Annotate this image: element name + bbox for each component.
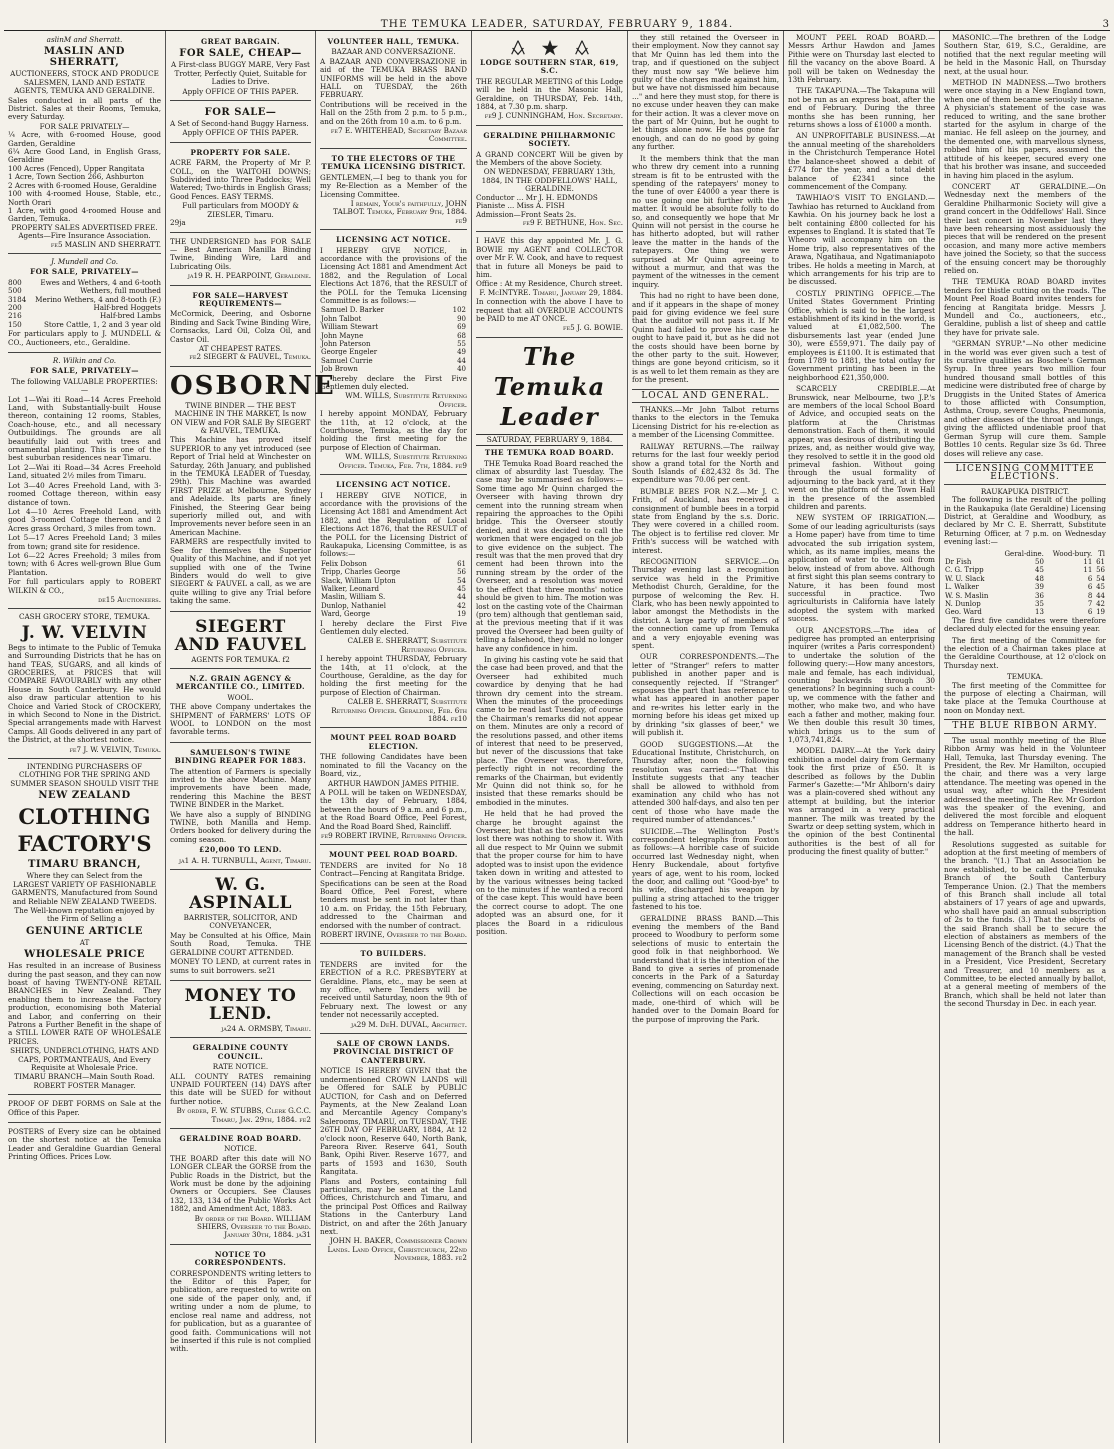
ad-body: A Set of Second-hand Buggy Harness. [170, 119, 309, 129]
ad-credit: Conductor ... Mr J. H. EDMONDS [476, 192, 598, 202]
list-item: Lot 1—Wai iti Road—14 Acres Freehold Land, with Substantially-built House thereon, containing 12 rooms, Stables, Coach-house, etc., and all necessary Outbuildings. The grounds are all beautifully laid out with trees and ornamental planting. This is one of the best suburban residences near Timaru. [8, 394, 161, 463]
star-icon [541, 39, 559, 57]
news-item: "GERMAN SYRUP."—No other medicine in the world was ever given such a test of its curative qualities as Boschee's German Syrup. In three years two million four hundred thousand small bottles of this medicine were distributed free of charge by Druggists in the United States of America to those afflicted with Consumption, Asthma, Croup, severe Coughs, Pneumonia, and other diseases of the throat and lungs, giving the afflicted undeniable proof that German Syrup will cure them. Sample Bottles 10 cents. Regular size 3s 6d. Three doses will relieve any case. [944, 339, 1106, 458]
ad-body: SHIRTS, UNDERCLOTHING, HATS AND CAPS, PORTMANTEAUS, And Every Requisite at Wholesale Price. [10, 1046, 159, 1072]
ad-signature: CALEB E. SHERRATT, Substitute Returning Officer. [347, 636, 467, 654]
article-paragraph: He held that he had proved the charge he brought against the Overseer, but that as the resolution was lost there was nothing to show it. With all due respect to Mr Quinn we submit that the proper course for him to have adopted was to insist upon the evidence taken down in writing and attested to by the various witnesses being tacked on to the minutes if he wanted a record of the case kept. This would have been the correct course to adopt. The one adopted was an absurd one, for it places the Board in a ridiculous position. [476, 809, 623, 936]
ad-body: THE above Company undertakes the SHIPMENT of FARMERS' LOTS OF WOOL to LONDON on the most favorable terms. [170, 702, 311, 737]
ad-text: AT CHEAPEST RATES. [198, 343, 283, 353]
ad-body: GENTLEMEN,—I beg to thank you for my Re-Election as a Member of the Licensing Committee. [320, 172, 467, 199]
ad-crown-lands [320, 1036, 467, 1267]
ad-correspondents [170, 1247, 311, 1359]
ad-velvin [8, 611, 161, 759]
ad-clothing-factory [8, 761, 161, 1095]
ad-subheading: RATE NOTICE. [212, 1062, 269, 1072]
ad-signature: By order of the Board. WILLIAM SHIERS, Overseer to the Board. January 30th, 1884. ja31 [194, 1213, 311, 1240]
ad-signature: fe9 J. CUNNINGHAM, Hon. Secretary. [484, 111, 623, 121]
subsection-heading: TEMUKA. [1006, 672, 1043, 682]
square-compass-icon [509, 39, 527, 57]
ad-heading: £20,000 TO LEND. [199, 845, 282, 855]
ad-body: THE UNDERSIGNED has FOR SALE— Best American Manilla Binding Twine, Binding Wire, Lard and Lubricating Oils. [170, 236, 311, 271]
ad-signature: By order, F. W. STUBBS, Clerk G.C.C. Timaru, Jan. 29th, 1884. fe2 [176, 1106, 311, 1124]
ad-list-heading: FOR SALE PRIVATELY— [39, 121, 130, 131]
ad-mount-peel-tenders [320, 847, 467, 944]
ad-body: POSTERS of Every size can be obtained on the shortest notice at the Temuka Leader and Geraldine Guardian General Printing Offices. Prices Low. [8, 1127, 161, 1162]
news-item: CONCERT AT GERALDINE.—On Wednesday next the members of the Geraldine Philharmonic Society will give a grand concert in the Oddfellows' Hall. Since their last concert in November last they have been rehearsing most assiduously the pieces that will be rendered on the present occasion, and many more active members have joined the Society, so that the success of the ensuing concert may be thoroughly relied on. [944, 181, 1106, 275]
ad-tag: R. Wilkin and Co. [52, 356, 117, 365]
newspaper-nameplate: The Temuka Leader [493, 341, 606, 431]
ad-money-to-lend [170, 983, 311, 1038]
article-paragraph: This had no right to have been done, and if it appears in the shape of money paid for giving evidence we feel sure that the auditor will not pass it. If Mr Quinn had failed to prove his case he ought to have paid it, but as he did not the costs should have been borne by the other party to the suit. However, things are gone beyond criticism, so it is as well to let them remain as they are for the present. [632, 291, 779, 385]
ad-signature: ja19 R. H. PEARPOINT, Geraldine. [187, 271, 311, 281]
ad-signature: de15 Auctioneers. [98, 594, 161, 604]
ad-heading: LODGE SOUTHERN STAR, 619, S.C. [480, 58, 619, 76]
ad-body: McCormick, Deering, and Osborne Binding and Sack Twine Binding Wire, Cornsacks, Lard Oil, Colza Oil, and Castor Oil. [170, 309, 311, 344]
news-item: THE TEMUKA ROAD BOARD invites tenders for thistle cutting on the roads. The Mount Peel Road Board invites tenders for fencing at Rangitata bridge. Messrs J. Mundell and Co., auctioneers, etc., Geraldine, publish a list of sheep and cattle they have for private sale. [944, 277, 1106, 337]
ad-body: THE following Candidates have been nominated to fill the Vacancy on the Board, viz., [320, 752, 467, 779]
poll-table [320, 560, 467, 619]
ad-samuelson [170, 745, 311, 870]
news-item: OUR ANCESTORS.—The idea of pedigree has prompted an enterprising inquirer (writes a Paris correspondent) to undertake the solution of the following query:—How many ancestors, male and female, has each individual, counting backwards through 30 generations? In beginning such a count-up, we commence with the father and mother, who make two, and who have each a father and mother, making four. We then double this result 30 times, which brings us to the sum of 1,073,741,824. [788, 625, 935, 744]
ad-signature: WM. WILLS, Substitute Returning Officer. Temuka, Feb. 7th, 1884. fe9 [338, 452, 467, 470]
ad-heading: NOTICE TO CORRESPONDENTS. [194, 1249, 287, 1268]
local-news-continued [944, 34, 1106, 458]
ad-body: MONEY TO LEND, at current rates in sums to suit borrowers. se21 [170, 957, 311, 975]
ad-signature: F. McINTYRE. Timaru, January 29, 1884. [479, 287, 623, 297]
ad-heading: NEW ZEALAND [38, 790, 131, 802]
ad-body: Sales conducted in all parts of the District. Sales at their Rooms, Temuka, every Saturday. [8, 95, 161, 122]
ad-body: This Machine has proved itself SUPERIOR to any yet introduced (see Report of Trial held at Winchester on Saturday, 26th January, and published in the TEMUKA LEADER of Tuesday, 29th). This Machine was awarded FIRST PRIZE at Melbourne, Sydney and Adelaide. Its parts are finely Finished, the Steering Gear being superiorly milled out, and with Improvements never before seen in an American Machine. [170, 435, 311, 537]
ad-body: The Well-known reputation enjoyed by the Firm of Selling a [14, 905, 155, 924]
ad-body: PROOF OF DEBT FORMS on Sale at the Office of this Paper. [8, 1099, 161, 1117]
table-row: Geo. Ward 13 6 19 [945, 608, 1105, 617]
ad-body: Has resulted in an increase of Business during the past season, and they can now boast of having TWENTY-ONE RETAIL BRANCHES in New Zealand. They enabling them to increase the Factory production, economising both Material and Labor, and conferring on their Patrons a Further Benefit in the shape of a STILL LOWER RATE OF WHOLESALE PRICES. [8, 961, 161, 1046]
ad-body: For full particulars apply to ROBERT WILKIN & CO., [8, 577, 161, 595]
ad-body: A First-class BUGGY MARE, Very Fast Trotter, Perfectly Quiet, Suitable for Ladies to Drive. [171, 60, 310, 87]
ad-bazaar [320, 34, 467, 149]
ad-heading: N.Z. GRAIN AGENCY & MERCANTILE CO., LIMITED. [175, 673, 306, 692]
ad-heading: FOR SALE, PRIVATELY— [30, 267, 139, 277]
table-row: Job Brown 40 [321, 365, 466, 374]
table-header: Geral-dine. Wood-bury. Tl [1004, 549, 1105, 558]
ad-grain-agency [170, 671, 311, 743]
column-7 [940, 31, 1110, 1443]
article-paragraph: It the members think that the man who threw dry cement into a running stream is fit to be entrusted with the spending of the ratepayers' money to the tune of over £4000 a year there is no use going one bit further with the matter. It would be absolute folly to do so, and consequently we hope that Mr Quinn will not persist in the course he has hitherto adopted, but will rather leave the matter in the hands of the ratepayers. One thing we were surprised at Mr Quinn agreeing to without a murmur, and that was the payment of the witnesses in the cement inquiry. [632, 153, 779, 289]
ad-body: I hereby appoint MONDAY, February the 11th, at 12 o'clock, at the Courthouse, Temuka, as the day for holding the first meeting for the purpose of Election of Chairman. [320, 409, 467, 452]
news-item: COSTLY PRINTING OFFICE.—The United States Government Printing Office, which is said to be the largest establishment of its kind in the world, is valued at £1,082,500. The disbursements last year (ended June 30), were £559,971. The daily pay of employees is £1100. It is estimated that from 1789 to 1881, the total outlay for Government printing has been in the neighborhood £21,350,000. [788, 288, 935, 382]
news-item: MOUNT PEEL ROAD BOARD.—Messrs Arthur Hawdon and James Pithie were on Thursday last elected to fill the vacancy on the above Board. A poll will be taken on Wednesday the 13th February. [788, 33, 935, 85]
ad-siegert-fauvel [170, 614, 311, 669]
ad-harness [170, 103, 311, 143]
ad-body: May be Consulted at his Office, Main South Road, Temuka. THE GERALDINE COURT ATTENDED. [170, 930, 311, 957]
list-item: 3184 Merino Wethers, 4 and 8-tooth (F.) [8, 294, 161, 304]
ad-body: TENDERS are invited for the ERECTION of a R.C. PRESBYTERY at Geraldine. Plans, etc., may be seen at my office, where Tenders will be received until Saturday, noon the 9th of February next. The lowest or any tender not necessarily accepted. [320, 959, 467, 1020]
ad-body: Begs to intimate to the Public of Temuka and Surrounding Districts that he has on hand TEAS, SUGARS, and all kinds of GROCERIES, at PRICES that will COMPARE FAVOURABLY with any other House in South Canterbury. He would also draw particular attention to his Choice and Varied Stock of CROCKERY, in which Second to None in the District. Special arrangements made with Harvest Camps. All Goods delivered in any part of the District, at the shortest notice. [8, 642, 161, 745]
news-item: NEW SYSTEM OF IRRIGATION.—Some of our leading agriculturists (says a Home paper) have from time to time advocated the sub irrigation system, which, as its name implies, means the application of water to the soil from below, instead of from above. Although at first sight this plan seems contrary to Nature, it has been found most successful in practice. Two agriculturists in California have lately adopted the system with marked success. [788, 513, 935, 624]
article-heading: THE TEMUKA ROAD BOARD. [484, 448, 615, 458]
ad-osborne [170, 369, 336, 612]
ad-signature: fe9 F. BETHUNE, Hon. Sec. [522, 217, 623, 227]
news-item: MODEL DAIRY.—At the York dairy exhibition a model dairy from Germany took the first prize of £50. It is described as follows by the Dublin Farmer's Gazette:—"Mr Ahlborn's dairy was a plain-covered shed without any attempt at building, but the interior was arranged in a very practical manner. The milk was treated by the Swartz or deep setting system, which in the opinion of the best Continental authorities is the best of all for producing the finest quality of butter." [788, 746, 936, 857]
ad-county-council [170, 1040, 311, 1129]
ad-heading: SALE OF CROWN LANDS. PROVINCIAL DISTRICT OF CANTERBURY. [333, 1039, 454, 1065]
table-row: John Talbot 90 [321, 314, 466, 323]
ad-heading: PROPERTY FOR SALE. [190, 147, 291, 157]
ad-mundell [8, 256, 161, 353]
ad-electors-thanks [320, 151, 467, 230]
ad-list [8, 131, 161, 223]
table-row: John Mayne 68 [321, 331, 466, 340]
table-row: John Paterson 55 [321, 340, 466, 348]
subsection-heading: RAUKAPUKA DISTRICT. [980, 486, 1070, 496]
ad-body: I HEREBY GIVE NOTICE, in accordance with the provisions of the Licensing Act 1881 and Amendment Act 1882, and the Regulation of Local Elections Act 1876, that the RESULT of the POLL for the Temuka Licensing Committee is as follows:— [320, 245, 467, 305]
news-item: THANKS.—Mr John Talbot returns thanks to the electors in the Temuka Licensing District for his re-election as a member of the Licensing Committee. [632, 405, 779, 440]
table-row: Slack, William Upton 54 [321, 576, 466, 585]
ad-body: Where they can Select from the LARGEST VARIETY OF FASHIONABLE GARMENTS, Manufactured from Sound and Reliable NEW ZEALAND TWEEDS. [11, 871, 158, 906]
list-item: 200 Half-bred Hoggets [8, 302, 161, 312]
ad-body: In connection with the above I have to request that all OVERDUE ACCOUNTS be PAID to me AT ONCE. [476, 297, 623, 323]
article-paragraph: In giving his casting vote he said that the case had been proved, and that the Overseer had exhibited much cowardice by denying that he had thrown dry cement into the stream. When the minutes of the proceedings came to be read last Tuesday, of course the Chairman's remarks did not appear on them. Minutes are only a record of the resolutions passed, and other items of interest that need to be preserved, but never of the discussions that take place. The Overseer was, therefore, perfectly right in not recording the remarks of the Chairman, but evidently Mr Quinn did not think so, for he insisted that these remarks should be embodied in the minutes. [476, 654, 623, 807]
table-row: Samuel Currie 44 [321, 356, 466, 365]
ad-signature: CALEB E. SHERRATT, Substitute Returning Officer. Geraldine, Feb. 6th 1884. fe10 [331, 697, 467, 724]
list-item: Lot 3—40 Acres Freehold Land, with 3-roomed Cottage thereon, within easy distance of town. [8, 480, 161, 507]
ad-to-builders [320, 946, 467, 1034]
list-item: 1 Acre, Town Section 266, Ashburton [8, 172, 144, 182]
ad-signature: ja1 A. H. TURNBULL, Agent, Timaru. [179, 855, 311, 865]
article-paragraph: THE Temuka Road Board reached the climax of absurdity last Tuesday. The case may be summarised as follows:—Some time ago Mr Quinn charged the Overseer with having thrown dry cement into the running stream when repairing the approaches to the Opihi bridge. This the Overseer stoutly denied, and it was decided to call the workmen that were engaged on the job to give evidence on the subject. The result was that the men proved that dry cement had been thrown into the running stream by the order of the Overseer, and a resolution was moved to the effect that three months' notice should be given to him. The motion was lost on the casting vote of the Chairman (pro tem) although that gentleman said, at the previous meeting that if it was proved the Overseer had been guilty of telling a falsehood, they could no longer have any confidence in him. [476, 458, 623, 653]
list-item: 2 Acres with 6-roomed House, Geraldine [8, 180, 157, 190]
ad-body: I hereby appoint THURSDAY, February the 14th, at 11 o'clock, at the Courthouse, Geraldine, as the day for holding the first meeting for the purpose of Election of Chairman. [320, 654, 467, 697]
ad-notice: PROPERTY SALES ADVERTISED FREE. [11, 222, 158, 232]
local-news [632, 406, 779, 1024]
ad-tag: CASH GROCERY STORE, TEMUKA. [18, 612, 151, 622]
section-heading: LICENSING COMMITTEE ELECTIONS. [944, 462, 1106, 485]
ad-signature: fe5 J. G. BOWIE. [563, 323, 623, 333]
ad-maslin-sherratt [8, 34, 161, 254]
ad-body: The attention of Farmers is specially invited to the above Machine. Many improvements have been made, rendering this Machine the BEST TWINE BINDER in the Market. [170, 766, 311, 810]
news-item: OUR CORRESPONDENTS.—The letter of "Stranger" refers to matter published in another paper and is consequently rejected. If "Stranger" espouses the part that has reference to what has appeared in another paper and re-writes his letter early in the morning before his ideas get mixed up by drinking "six glasses of beer," we will publish it. [632, 652, 779, 738]
ad-heading-large: CLOTHING FACTORY'S [17, 804, 152, 857]
list-item: 100 with 4-roomed House, Stable, etc., North Orari [8, 189, 161, 207]
table-row: L. Walker 39 6 45 [945, 583, 1105, 592]
news-item: METHOD IN MADNESS.—Two brothers were once staying in a New England town, when one of them became seriously insane. A physician's statement of the case was reduced to writing, and the sane brother started for the asylum in charge of the maniac. He fell asleep on the journey, and the demented one, with marvellous slyness, robbed him of his papers, assumed the attitude of his keeper, secured every one that his brother was insane, and succeeded in having him placed in the asylum. [944, 78, 1106, 180]
column-6 [784, 31, 940, 1443]
article-paragraph: The first meeting of the Committee for the election of a Chairman takes place at the Geraldine Courthouse, at 12 o'clock on Thursday next. [944, 635, 1106, 670]
article-paragraph: The first meeting of the Committee for the purpose of electing a Chairman, will take place at the Temuka Courthouse at noon on Monday next. [944, 680, 1106, 715]
table-row: Walker, Leonard 45 [321, 584, 466, 593]
ad-heading: SAMUELSON'S TWINE BINDING REAPER FOR 1883. [174, 747, 307, 766]
ad-signature: fe5 MASLIN AND SHERRATT. [50, 239, 161, 249]
ad-admission: Admission—Front Seats 2s. [476, 209, 577, 219]
local-news-continued [788, 34, 935, 857]
news-item: RECOGNITION SERVICE.—On Thursday evening last a recognition service was held in the Primitive Methodist Church, Geraldine, for the purpose of welcoming the Rev. H. Clark, who has been newly appointed to labor amongst the Methodists in the district. A large party of members of the connection came up from Temuka and a very enjoyable evening was spent. [632, 556, 779, 651]
ad-subheading: AGENTS FOR TEMUKA. f2 [191, 654, 290, 664]
masthead [4, 6, 1110, 31]
ad-heading: TO BUILDERS. [360, 949, 427, 959]
ad-signature: ja29 M. DeH. DUVAL, Architect. [351, 1019, 467, 1029]
news-item: SCARCELY CREDIBLE.—At Brunswick, near Melbourne, two J.P.'s are members of the local School Board of Advice, and occupied seats on the platform at the Christmas demonstration. Each of them, it would appear, was desirous of distributing the prizes, and, as neither would give way, they resolved to settle it in the good old primeval fashion. Without going through the usual formality of adjourning to the back yard, at it they went on the platform of the Town Hall in the presence of the assembled children and parents. [788, 384, 935, 511]
ad-heading: WHOLESALE PRICE [24, 949, 145, 961]
ad-subheading: AUCTIONEERS, STOCK AND PRODUCE SALESMEN, LAND AND ESTATE AGENTS, TEMUKA AND GERALDINE. [10, 69, 159, 96]
list-item: 6¼ Acre Good Land, in English Grass, Geraldine [8, 147, 161, 165]
ad-heading: GENUINE ARTICLE [25, 925, 144, 937]
news-item: RAILWAY RETURNS.—The railway returns for the last four weekly period show a grand total for the North and South Islands of £82,432 8s 3d. The expenditure was 70.06 per cent. [632, 441, 779, 485]
ad-mount-peel-election [320, 730, 467, 845]
table-row: W. S. Maslin 36 8 44 [945, 591, 1105, 600]
ad-title: FOR SALE— [204, 107, 277, 119]
ad-body: Specifications can be seen at the Road Board Office, Peel Forest, where tenders must be sent in not later than 10 a.m. on Friday, the 15th February, addressed to the Chairman and endorsed with the number of contract. [320, 878, 467, 930]
ad-apply: Full particulars from MOODY & ZIESLER, Timaru. [182, 201, 299, 219]
news-item: TAWHIAO'S VISIT TO ENGLAND.—Tawhiao has returned to Auckland from Kawhia. On his journey back he lost a belt containing £800 collected for his expenses to England. It is stated that Te Wheoro will accompany him on the Home trip, also representatives of the Arawa, Ngatihaua, and Ngatimaniapoto tribes. He holds a meeting in March, at which arrangements for his trip are to be discussed. [788, 193, 935, 287]
ad-tag: aslinM and Sherratt. [46, 35, 123, 44]
ad-heading-large: OSBORNE [170, 370, 336, 401]
list-item: 216 Half-bred Lambs [8, 311, 161, 321]
ad-subheading: INTENDING PURCHASERS OF CLOTHING FOR THE SPRING AND SUMMER SEASON SHOULD VISIT THE [10, 762, 159, 788]
ad-signature: fe7 J. W. VELVIN, Temuka. [69, 744, 161, 754]
list-item: Lot 2—Wai iti Road—34 Acres Freehold Land, situated 2½ miles from Timaru. [8, 462, 161, 481]
ad-pearpoint [170, 235, 311, 286]
ad-body: For particulars apply to J. MUNDELL & CO., Auctioneers, etc., Geraldine. [8, 329, 161, 347]
ad-body: I hereby declare the First Five Gentlemen duly elected. [320, 373, 467, 392]
ad-title: FOR SALE, CHEAP— [179, 48, 302, 60]
column-1 [4, 31, 166, 1443]
list-item: Lot 4—10 Acres Freehold Land, with good 3-roomed Cottage thereon and 2 Acres grass Orchard, 3 miles from town. [8, 506, 161, 533]
square-compass-icon [573, 39, 591, 57]
ad-proof-of-debt [8, 1097, 161, 1123]
table-row: William Stewart 69 [321, 323, 466, 332]
news-item: SUICIDE.—The Wellington Post's correspondent telegraphs from Foxton as follows:—A horrible case of suicide occurred last Wednesday night, when Henry Buckendale, about fortyfive years of age, went to his room, locked the door, and calling out "Good-bye" to his wife, discharged his weapon by pulling a string attached to the trigger fastened to his toe. [632, 826, 779, 912]
news-item: GOOD SUGGESTIONS.—At the Educational Institute, Christchurch, on Thursday after, noon the following resolution was carried:—"That this Institute suggests that any teacher shall be allowed to withhold from examination any child who has not attended 300 half-days, and also ten per cent of those who have made the required number of attendances." [632, 739, 779, 825]
article-paragraph: The usual monthly meeting of the Blue Ribbon Army was held in the Volunteer Hall, Temuka, last Thursday evening. The President, the Rev. Mr Hamilton, occupied the chair, and there was a very large attendance. The meeting was opened in the usual way, after which the President addressed the meeting. The Rev. Mr Gordon was the speaker of the evening, and delivered the most forcible and eloquent address on Temperance hitherto heard in the hall. [944, 735, 1106, 838]
ad-body: A BAZAAR AND CONVERSAZIONE in aid of the TEMUKA BRASS BAND UNIFORMS will be held in the above HALL on TUESDAY, the 26th FEBRUARY. [320, 56, 467, 100]
article-paragraph: The following is the result of the polling in the Raukapuka (late Geraldine) Licensing District, at Geraldine and Woodbury, as declared by Mr C. E. Sherratt, Substitute Returning Officer, at 7 p.m. on Wednesday evening last:— [944, 495, 1106, 547]
ad-body: CORRESPONDENTS writing letters to the Editor of this Paper, for publication, are requested to write on one side of the paper only, and, if writing under a nom de plume, to enclose real name and address, not for publication, but as a guarantee of good faith. Communications will not be inserted if this rule is not complied with. [170, 1268, 311, 1354]
ad-heading: LICENSING ACT NOTICE. [336, 480, 451, 490]
list-item: 150 Store Cattle, 1, 2 and 3 year old [8, 319, 161, 329]
ad-lodge [476, 34, 623, 126]
ad-body: FARMERS are respectfully invited to See for themselves the Superior Quality of this Machine, and if not yet supplied with one of the Twine Binders would do well to give SIEGERT & FAUVEL a call, as we are quite willing to give any Trial before taking the same. [170, 537, 311, 606]
ad-body: I HAVE this day appointed Mr. J. G. BOWIE my AGENT and COLLECTOR over Mr F. W. Cook, and have to request that in future all Moneys be paid to him. [476, 236, 623, 279]
ad-heading: LICENSING ACT NOTICE. [336, 235, 451, 245]
ad-heading: J. W. VELVIN [21, 622, 148, 643]
ad-heading: MONEY TO LEND. [184, 985, 297, 1024]
list-item: Lot 6—22 Acres Freehold; 3 miles from town; with 6 Acres well-grown Blue Gum Plantation. [8, 550, 161, 577]
ad-body: THE REGULAR MEETING of this Lodge will be held in the Masonic Hall, Geraldine, on THURSDAY, Feb. 14th, 1884, at 7.30 p.m. sharp. [476, 76, 623, 112]
ad-body: Plans and Posters, containing full particulars, may be seen at the Land Offices, Christchurch and Timaru, and the principal Post Offices and Railway Stations in the Canterbury Land District, on and after the 26th January next. [320, 1176, 467, 1236]
news-item: AN UNPROFITABLE BUSINESS.—At the annual meeting of the shareholders in the Christchurch Temperance Hotel the balance-sheet showed a debit of £774 for the year, and a total debit balance of £2341 since the commencement of the Company. [788, 131, 935, 191]
ad-heading: GERALDINE ROAD BOARD. [179, 1133, 302, 1143]
ad-body: A GRAND CONCERT Will be given by the Members of the above Society. [476, 149, 623, 168]
article-paragraph: Resolutions suggested as suitable for adoption at the first meeting of members of the branch. "(1.) That an Association be now established, to be called the Temuka Branch of the South Canterbury Temperance Union. (2.) That the members of this Branch shall include all total abstainers of 17 years of age and upwards, who shall have paid an annual subscription of 2s to the funds. (3.) That the objects of the said Branch shall be to secure the election of abstainers as members of the Licensing Bench of the district. (4.) That the management of the Branch shall be vested in a President, Vice President, Secretary and Treasurer, and 10 members as a Committee, to be elected annually by ballot, at a general meeting of members of the Branch, which shall be held not later than the second Thursday in Dec. in each year. [944, 839, 1107, 1009]
table-row: C. G. Tripp 45 11 56 [945, 566, 1105, 575]
ad-heading: FOR SALE—HARVEST REQUIREMENTS— [192, 290, 289, 308]
list-item: 500 Wethers, full mouthed [8, 286, 161, 296]
ad-geraldine-road-board [170, 1131, 311, 1245]
ad-body: ACRE FARM, the Property of Mr P. COLL, on the WAITOHI DOWNS; Subdivided into Three Paddocks; Well Watered; Two-thirds in English Grass; Good Fences. EASY TERMS. [170, 158, 311, 201]
page-number: 3 [1102, 19, 1110, 30]
table-row: N. Dunlop 35 7 42 [945, 600, 1105, 608]
table-row: Tripp, Charles George 56 [321, 568, 466, 577]
editorial-road-board [476, 449, 623, 936]
ad-body: I HEREBY GIVE NOTICE, in accordance with the provisions of the Licensing Act 1881 and Amendment Act 1882, and the Regulation of Local Elections Act 1876, that the RESULT of the POLL for the Licensing District of Raukapuka, Licensing Committee, is as follows:— [320, 490, 467, 559]
ad-body: A POLL will be taken on WEDNESDAY, the 13th day of February, 1884, between the hours of 9 a.m. and 6 p.m., at the Road Board Office, Peel Forest, And the Road Board Shed, Raincliff. [320, 787, 467, 831]
ad-subheading: BAZAAR AND CONVERSAZIONE. [331, 47, 456, 57]
ad-heading: W. G. ASPINALL [189, 875, 292, 914]
masthead-title: THE TEMUKA LEADER, SATURDAY, FEBRUARY 9, 1884. [380, 18, 734, 30]
ad-licensing-raukapuka [320, 477, 467, 728]
dateline: SATURDAY, FEBRUARY 9, 1884. [476, 434, 623, 446]
ad-body: We have also a supply of BINDING TWINE, both Manilla and Hemp. Orders booked for delivery during the coming season. [170, 809, 311, 844]
ad-posters [8, 1125, 161, 1167]
ad-body: ALL COUNTY RATES remaining UNPAID FOURTEEN (14) DAYS after this date will be SUED for without further notice. [170, 1071, 311, 1106]
blue-ribbon-army [944, 737, 1106, 1009]
ad-heading: GERALDINE PHILHARMONIC SOCIETY. [483, 130, 616, 149]
ad-subheading: WOOL. [227, 692, 254, 702]
ad-aspinall [170, 872, 311, 981]
ad-subheading: TWINE BINDER — THE BEST MACHINE IN THE MARKET, Is now ON VIEW and FOR SALE By SIEGERT & FAUVEL, TEMUKA. [170, 400, 311, 435]
ad-wilkin [8, 355, 161, 609]
ad-signature: fe9 ROBERT IRVINE, Returning Officer. [320, 830, 467, 840]
ad-signature: fe2 SIEGERT & FAUVEL, Temuka. [189, 352, 311, 362]
ad-candidates: ARTHUR HAWDON JAMES PITHIE. [327, 778, 460, 788]
list-item: ¼ Acre, with 6-roomed House, good Garden, Geraldine [8, 130, 161, 148]
ad-subheading: NOTICE. [224, 1144, 257, 1154]
ad-subheading: TIMARU BRANCH, [27, 859, 141, 871]
ad-signature: I remain, Your's faithfully, JOHN TALBOT. Temuka, February 9th, 1884. fe9 [333, 198, 467, 225]
column-4 [472, 31, 628, 1443]
news-item: THE TAKAPUNA.—The Takapuna will not be run as an express boat, after the end of February. During the three months she has been running, her returns shows a loss of £1000 a month. [788, 86, 936, 130]
section-heading: LOCAL AND GENERAL. [632, 389, 779, 403]
table-row: Dunlop, Nathaniel 42 [321, 601, 466, 610]
ad-signature: ROBERT IRVINE, Overseer to the Board. [320, 930, 467, 939]
ad-licensing-temuka [320, 232, 467, 475]
masonic-emblems [476, 39, 623, 57]
ad-tag: J. Mundell and Co. [50, 256, 119, 266]
ad-apply: Apply OFFICE OF THIS PAPER. [182, 128, 299, 138]
list-item: 100 Acres (Fenced), Upper Rangitata [8, 163, 145, 173]
ad-body: Contributions will be received in the Hall on the 25th from 2 p.m. to 5 p.m., and on the 26th from 10 a.m. to 6 p.m. [320, 99, 467, 126]
ad-heading: MASLIN AND SHERRATT, [44, 46, 125, 69]
ad-subheading: The following VALUABLE PROPERTIES:— [11, 376, 158, 395]
editorial-continued [632, 34, 779, 385]
article-paragraph: they still retained the Overseer in their employment. Now they cannot say that Mr Quinn has led them into the trap, and if questioned on the subject they must now say "We believe him guilty of the charges made against him, but we have not dismissed him because ..." and here they must stop, for there is no excuse under heaven they can make for their action. It was a clever move on the part of Mr Quinn, but he ought to let things alone now. He has gone far enough, and can do no good by going any further. [632, 33, 779, 152]
table-row: Maslin, William S. 44 [321, 593, 466, 602]
ad-philharmonic [476, 128, 623, 232]
ad-apply: Apply OFFICE OF THIS PAPER. [182, 86, 299, 96]
ad-body: THE BOARD after this date will NO LONGER CLEAR the GORSE from the Public Roads in the District, but the Work must be done by the adjoining Owners or Occupiers. See Clauses 132, 133, 134 of the Public Works Act 1882, and Amendment Act, 1883. [170, 1153, 311, 1214]
news-item: MASONIC.—The brethren of the Lodge Southern Star, 619, S.C., Geraldine, are notified that the next regular meeting will be held in the Masonic Hall, on Thursday next, at the usual hour. [944, 33, 1106, 76]
ad-body: NOTICE IS HEREBY GIVEN that the undermentioned CROWN LANDS will be Offered for SALE by PUBLIC AUCTION, for Cash and on Deferred Payments, at the New Zealand Loan and Mercantile Agency Company's Salerooms, TIMARU, on TUESDAY, THE 26TH DAY OF FEBRUARY, 1884, At 12 o'clock noon, Reserve 640, North Bank, Pareora River. Reserve 641, South Bank, Opihi River. Reserve 1677, and parts of 1593 and 1630, South Rangitata. [320, 1066, 467, 1177]
ad-credit: Pianiste ... Miss A. FISH [476, 201, 565, 211]
list-item: 1 Acre, with good 4-roomed House and Garden, Temuka. [8, 205, 161, 224]
ad-bowie-agent [476, 234, 623, 337]
ad-heading: FOR SALE, PRIVATELY— [30, 366, 139, 376]
list-item: 800 Ewes and Wethers, 4 and 6-tooth [8, 277, 161, 287]
ad-property-for-sale [170, 145, 311, 233]
table-row: Dr Fish 50 11 61 [945, 557, 1105, 566]
news-item: BUMBLE BEES FOR N.Z.—Mr J. C. Frith, of Auckland, has received a consignment of bumble bees in a torpid state from England by the s.s. Doric. They were covered in a chilled room. The object is to fertilise red clover. Mr Frith's success will be watched with interest. [632, 486, 779, 555]
ad-body: I hereby declare the First Five Gentlemen duly elected. [320, 618, 467, 636]
licensing-elections [944, 488, 1106, 716]
ad-buggy-mare [170, 34, 311, 101]
ad-office: Office : At my Residence, Church street. [476, 279, 623, 289]
ad-code: 29ja [170, 218, 186, 228]
ad-agents: Agents—Fire Insurance Association. [18, 231, 151, 241]
article-paragraph: The first five candidates were therefore declared duly elected for the ensuing year. [944, 615, 1106, 634]
ad-harvest-requirements [170, 288, 311, 367]
ad-signature: JOHN H. BAKER, Commissioner Crown Lands. Land Office, Christchurch, 22nd November, 1883. fe2 [327, 1236, 467, 1263]
column-5 [628, 31, 784, 1443]
table-row: Ward, George 19 [321, 610, 466, 619]
column-2 [166, 31, 336, 1443]
table-row: Felix Dobson 61 [321, 559, 466, 568]
ad-heading: GREAT BARGAIN. [201, 37, 280, 46]
list-item: Lot 5—17 Acres Freehold Land; 3 miles from town; grand site for residence. [8, 533, 161, 551]
ad-heading: VOLUNTEER HALL, TEMUKA. [327, 37, 460, 46]
section-heading: THE BLUE RIBBON ARMY. [944, 719, 1106, 733]
ad-heading: MOUNT PEEL ROAD BOARD. [329, 850, 458, 860]
news-item: GERALDINE BRASS BAND.—This evening the members of the Band proceed to Woodbury to perform some selections of music to entertain the good folk in that neighborhood. We understand that it is the intention of the Band to give a series of promenade concerts in the Park of a Saturday evening, commencing on Saturday next. Collections will on each occasion be made, one-third of which will be handed over to the Domain Board for the purpose of improving the Park. [632, 913, 779, 1024]
table-row: Samuel D. Barker 102 [321, 306, 466, 315]
ad-subheading: ON WEDNESDAY, FEBRUARY 13th, 1884, IN THE ODDFELLOWS' HALL, GERALDINE. [481, 167, 618, 194]
ad-signature: TIMARU BRANCH—Main South Road. ROBERT FOSTER Manager. [14, 1072, 155, 1090]
ad-heading: MOUNT PEEL ROAD BOARD ELECTION. [330, 733, 457, 751]
ad-body: TENDERS are invited for No 18 Contract—Fencing at Rangitata Bridge. [320, 860, 467, 879]
table-row: George Engeler 49 [321, 348, 466, 357]
ad-subheading: BARRISTER, SOLICITOR, AND CONVEYANCER, [183, 913, 298, 931]
poll-table [320, 306, 467, 373]
poll-table [944, 550, 1106, 617]
column-3 [316, 31, 472, 1443]
ad-heading: SIEGERT AND FAUVEL [174, 616, 307, 655]
table-row: W. U. Slack 48 6 54 [945, 574, 1105, 583]
ad-signature: ja24 A. ORMSBY, Timaru. [221, 1023, 311, 1033]
ad-signature: WM. WILLS, Substitute Returning Officer. [345, 391, 467, 409]
ad-heading: TO THE ELECTORS OF THE TEMUKA LICENSING DISTRICT. [321, 153, 466, 172]
ad-text: AT [79, 937, 90, 947]
ad-heading: GERALDINE COUNTY COUNCIL. [192, 1043, 289, 1061]
ad-signature: fe7 E. WHITEHEAD, Secretary Bazaar Committee. [330, 126, 467, 144]
